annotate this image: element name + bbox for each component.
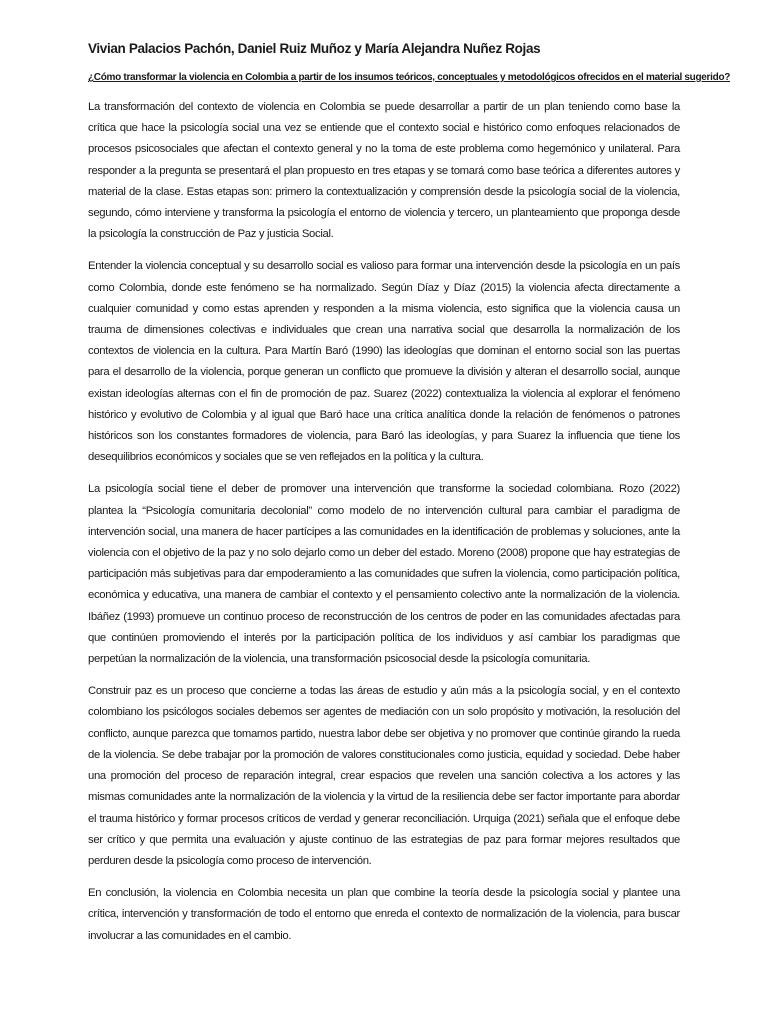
paragraph-intervention: La psicología social tiene el deber de promover una intervención que transforme la sociedad colombiana. Rozo (2022) plantea la “Psicología comunitaria decolonial” como modelo de no intervención cultural para cambiar el paradigma de intervención social, una manera de hacer partícipes a las comunidades en la identificación de problemas y soluciones, ante la violencia con el objetivo de la paz y no solo dejarlo como un deber del estado. Moreno (2008) propone que hay estrategias de participación más subjetivas para dar empoderamiento a las comunidades que sufren la violencia, como participación política, económica y educativa, una manera de cambiar el contexto y el pensamiento colectivo ante la normalización de la violencia. Ibáñez (1993) promueve un continuo proceso de reconstrucción de los centros de poder en las comunidades afectadas para que continúen promoviendo el interés por la participación política de los individuos y así cambiar los paradigmas que perpetúan la normalización de la violencia, una transformación psicosocial desde la psicología comunitaria. <box>88 483 680 666</box>
paragraph-contextualization: Entender la violencia conceptual y su desarrollo social es valioso para formar una intervención desde la psicología en un país como Colombia, donde este fenómeno se ha normalizado. Según Díaz y Díaz (2015) la violencia afecta directamente a cualquier comunidad y como estas aprenden y responden a la misma violencia, esto significa que la violencia causa un trauma de dimensiones colectivas e individuales que crean una narrativa social que desarrolla la normalización de los contextos de violencia en la cultura. Para Martín Baró (1990) las ideologías que dominan el entorno social son las puertas para el desarrollo de la violencia, porque generan un conflicto que promueve la división y alteran el desarrollo social, aunque existan ideologías alternas con el fin de promoción de paz. Suarez (2022) contextualiza la violencia al explorar el fenómeno histórico y evolutivo de Colombia y al igual que Baró hace una crítica analítica donde la relación de fenómenos o patrones históricos son los constantes formadores de violencia, para Baró las ideologías, y para Suarez la influencia que tiene los desequilibrios económicos y sociales que se ven reflejados en la política y la cultura. <box>88 260 680 464</box>
guiding-question: ¿Cómo transformar la violencia en Colombia a partir de los insumos teóricos, conceptuales y metodológicos ofrecidos en el material sugerido? <box>88 72 731 83</box>
document-page <box>88 40 731 958</box>
paragraph-introduction: La transformación del contexto de violencia en Colombia se puede desarrollar a partir de un plan teniendo como base la crítica que hace la psicología social una vez se entiende que el contexto social e histórico como enfoques relacionados de procesos psicosociales que afectan el contexto general y no la toma de este problema como hegemónico y unilateral. Para responder a la pregunta se presentará el plan propuesto en tres etapas y se tomará como base teórica a diferentes autores y material de la clase. Estas etapas son: primero la contextualización y comprensión desde la psicología social de la violencia, segundo, cómo interviene y transforma la psicología el entorno de violencia y tercero, un planteamiento que proponga desde la psicología la construcción de Paz y justicia Social. <box>88 101 680 241</box>
paragraph-peace-building: Construir paz es un proceso que concierne a todas las áreas de estudio y aún más a la psicología social, y en el contexto colombiano los psicólogos sociales debemos ser agentes de mediación con un solo propósito y motivación, la resolución del conflicto, aunque parezca que tomamos partido, nuestra labor debe ser objetiva y no promover que continúe girando la rueda de la violencia. Se debe trabajar por la promoción de valores constitucionales como justicia, equidad y sociedad. Debe haber una promoción del proceso de reparación integral, crear espacios que revelen una sanción colectiva a los actores y las mismas comunidades ante la normalización de la violencia y la virtud de la resiliencia debe ser factor importante para abordar el trauma histórico y formar procesos críticos de verdad y generar reconciliación. Urquiga (2021) señala que el enfoque debe ser crítico y que permita una evaluación y ajuste continuo de las estrategias de paz para formar mejores resultados que perduren desde la psicología como proceso de intervención. <box>88 685 680 867</box>
author-line: Vivian Palacios Pachón, Daniel Ruiz Muñoz y María Alejandra Nuñez Rojas <box>88 41 541 56</box>
paragraph-conclusion: En conclusión, la violencia en Colombia necesita un plan que combine la teoría desde la psicología social y plantee una crítica, intervención y transformación de todo el entorno que enreda el contexto de normalización de la violencia, para buscar involucrar a las comunidades en el cambio. <box>88 887 680 942</box>
